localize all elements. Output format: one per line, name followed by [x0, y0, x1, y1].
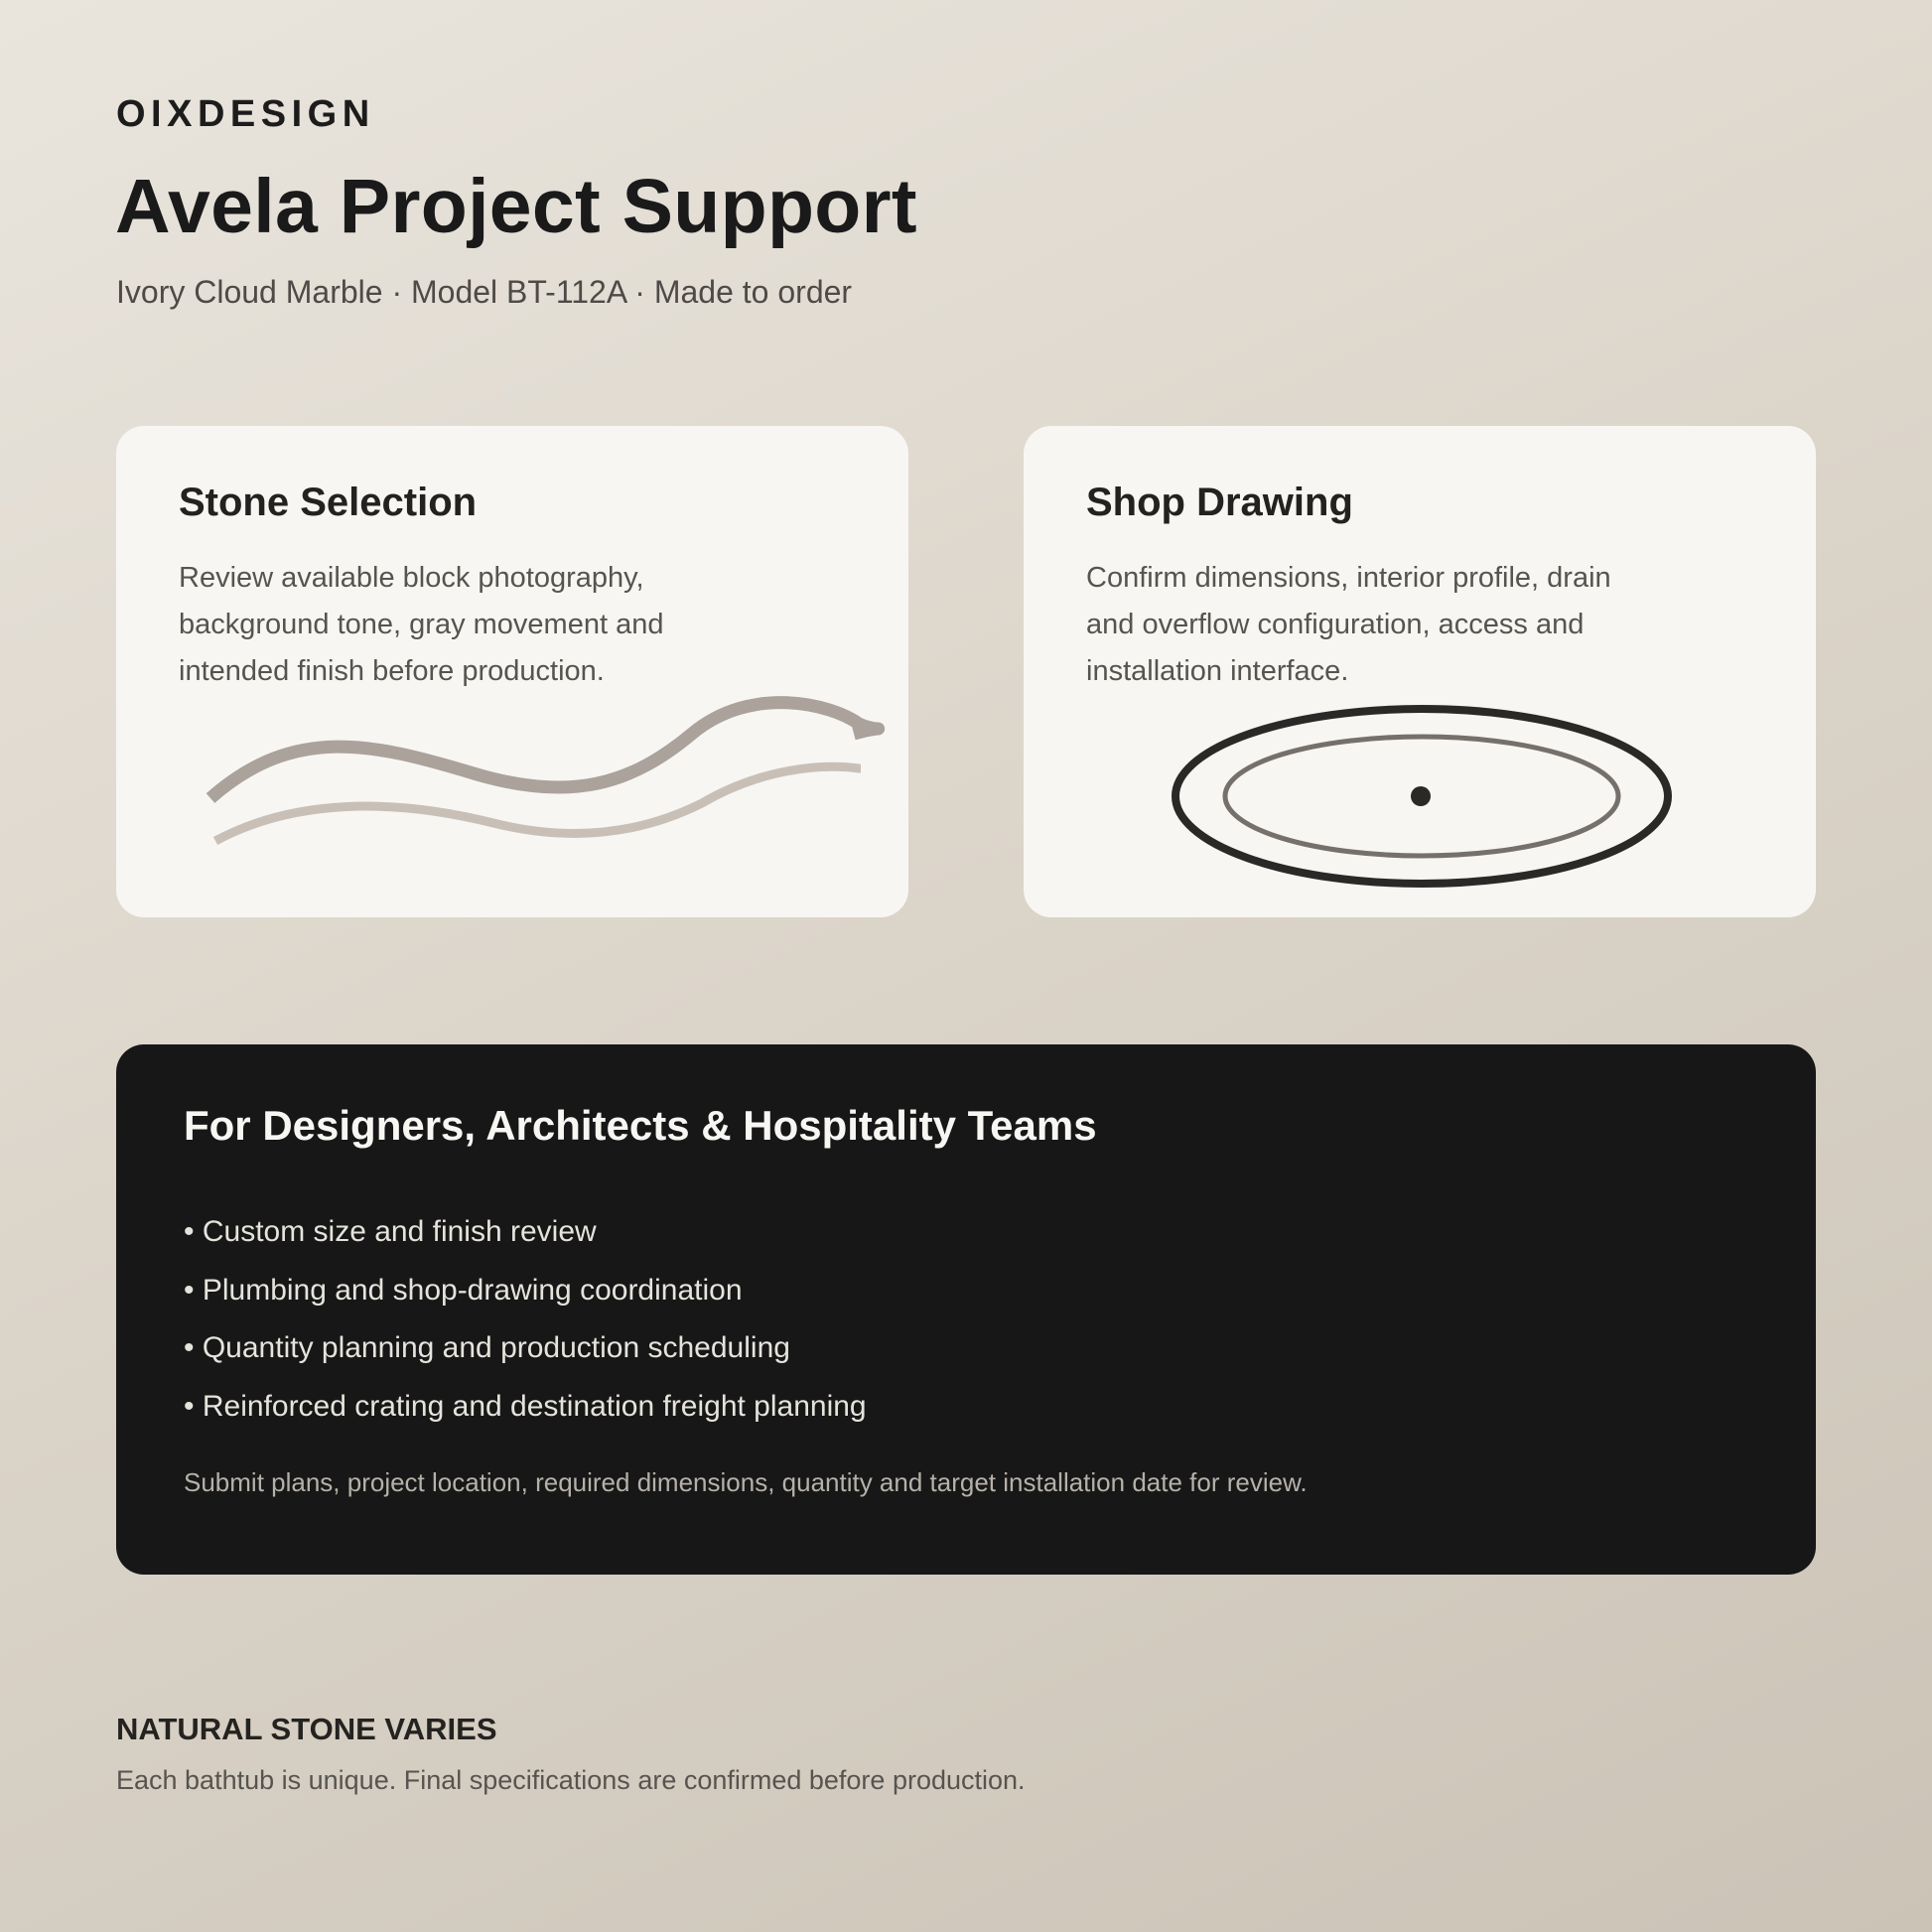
list-item: • Plumbing and shop-drawing coordination [184, 1262, 867, 1320]
services-note: Submit plans, project location, required dimensions, quantity and target installation date for review. [184, 1467, 1308, 1497]
footer-heading: NATURAL STONE VARIES [116, 1712, 497, 1746]
list-item: • Reinforced crating and destination freight planning [184, 1378, 867, 1437]
shop-drawing-description: Confirm dimensions, interior profile, drain and overflow configuration, access and installation interface. [1086, 562, 1611, 687]
stone-selection-card [116, 426, 908, 917]
page-subtitle: Ivory Cloud Marble · Model BT-112A · Made to order [116, 274, 853, 310]
list-item: • Quantity planning and production scheduling [184, 1319, 867, 1378]
brand-logo: OIXDESIGN [116, 93, 375, 135]
vein-light-line [215, 766, 861, 841]
drain-dot [1411, 786, 1431, 806]
services-panel [116, 1044, 1816, 1575]
stone-selection-description: Review available block photography, background tone, gray movement and intended finish before production. [179, 562, 664, 687]
shop-drawing-title: Shop Drawing [1086, 481, 1353, 524]
oval-bathtub-plan-icon [1024, 426, 1816, 917]
shop-drawing-card [1024, 426, 1816, 917]
services-list [184, 1203, 867, 1436]
page-title: Avela Project Support [115, 164, 917, 249]
footer-text: Each bathtub is unique. Final specifications are confirmed before production. [116, 1765, 1026, 1795]
marble-veining-icon [116, 426, 908, 917]
vein-dark-line [210, 703, 879, 798]
list-item: • Custom size and finish review [184, 1203, 867, 1262]
stone-selection-title: Stone Selection [179, 481, 478, 524]
services-title: For Designers, Architects & Hospitality Teams [184, 1102, 1097, 1149]
